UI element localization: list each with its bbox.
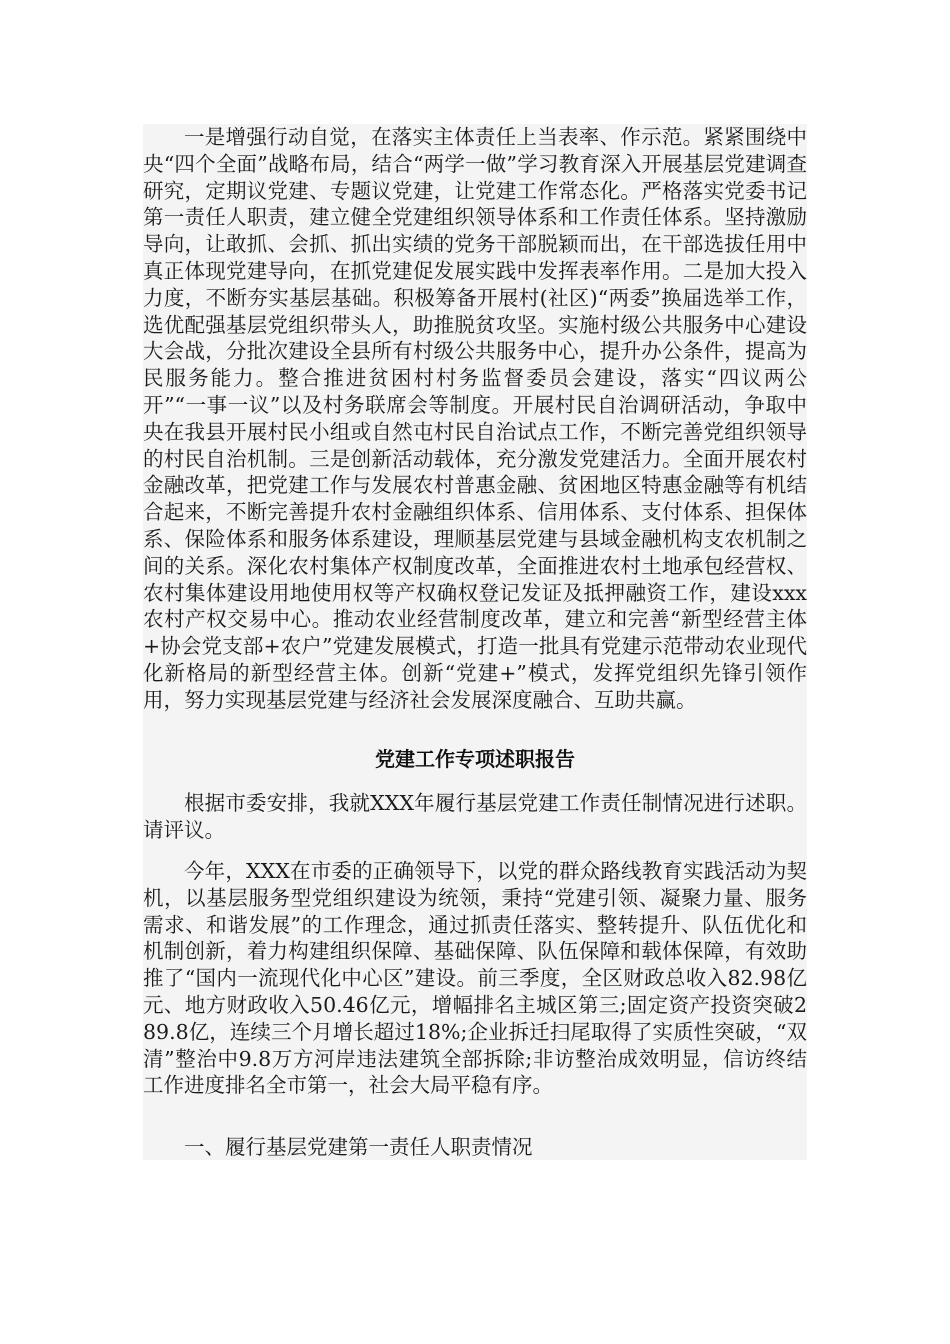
paragraph-1: 一是增强行动自觉，在落实主体责任上当表率、作示范。紧紧围绕中央“四个全面”战略布局，结合“两学一做”学习教育深入开展基层党建调查研究，定期议党建、专题议党建，让党建工作常态化。严格落实党委书记第一责任人职责，建立健全党建组织领导体系和工作责任体系。坚持激励导向，让敢抓、会抓、抓出实绩的党务干部脱颖而出，在干部选拔任用中真正体现党建导向，在抓党建促发展实践中发挥表率作用。二是加大投入力度，不断夯实基层基础。积极筹备开展村(社区)“两委”换届选举工作，选优配强基层党组织带头人，助推脱贫攻坚。实施村级公共服务中心建设大会战，分批次建设全县所有村级公共服务中心，提升办公条件，提高为民服务能力。整合推进贫困村村务监督委员会建设，落实“四议两公开”“一事一议”以及村务联席会等制度。开展村民自治调研活动，争取中央在我县开展村民小组或自然屯村民自治试点工作，不断完善党组织领导的村民自治机制。三是创新活动载体，充分激发党建活力。全面开展农村金融改革，把党建工作与发展农村普惠金融、贫困地区特惠金融等有机结合起来，不断完善提升农村金融组织体系、信用体系、支付体系、担保体系、保险体系和服务体系建设，理顺基层党建与县域金融机构支农机制之间的关系。深化农村集体产权制度改革，全面推进农村土地承包经营权、农村集体建设用地使用权等产权确权登记发证及抵押融资工作，建设xxx农村产权交易中心。推动农业经营制度改革，建立和完善“新型经营主体+协会党支部+农户”党建发展模式，打造一批具有党建示范带动农业现代化新格局的新型经营主体。创新“党建+”模式，发挥党组织先锋引领作用，努力实现基层党建与经济社会发展深度融合、互助共赢。 bbox=[143, 125, 807, 712]
body-text-block-2 bbox=[143, 790, 807, 848]
section-heading-1: 一、履行基层党建第一责任人职责情况 bbox=[184, 1135, 533, 1159]
body-text-block-4 bbox=[143, 1134, 807, 1160]
body-text-block-1 bbox=[143, 124, 807, 729]
paragraph-2: 根据市委安排，我就XXX年履行基层党建工作责任制情况进行述职。请评议。 bbox=[143, 791, 807, 842]
spacer bbox=[143, 848, 807, 858]
spacer bbox=[143, 729, 807, 744]
paragraph-3: 今年，XXX在市委的正确领导下，以党的群众路线教育实践活动为契机，以基层服务型党组织建设为统领，秉持“党建引领、凝聚力量、服务需求、和谐发展”的工作理念，通过抓责任落实、整转提升、队伍优化和机制创新，着力构建组织保障、基础保障、队伍保障和载体保障，有效助推了“国内一流现代化中心区”建设。前三季度，全区财政总收入82.98亿元、地方财政收入50.46亿元，增幅排名主城区第三;固定资产投资突破289.8亿，连续三个月增长超过18%;企业拆迁扫尾取得了实质性突破，“双清”整治中9.8万方河岸违法建筑全部拆除;非访整治成效明显，信访终结工作进度排名全市第一，社会大局平稳有序。 bbox=[143, 859, 807, 1098]
document-title: 党建工作专项述职报告 bbox=[143, 744, 807, 774]
spacer bbox=[143, 774, 807, 790]
body-text-block-3 bbox=[143, 858, 807, 1128]
